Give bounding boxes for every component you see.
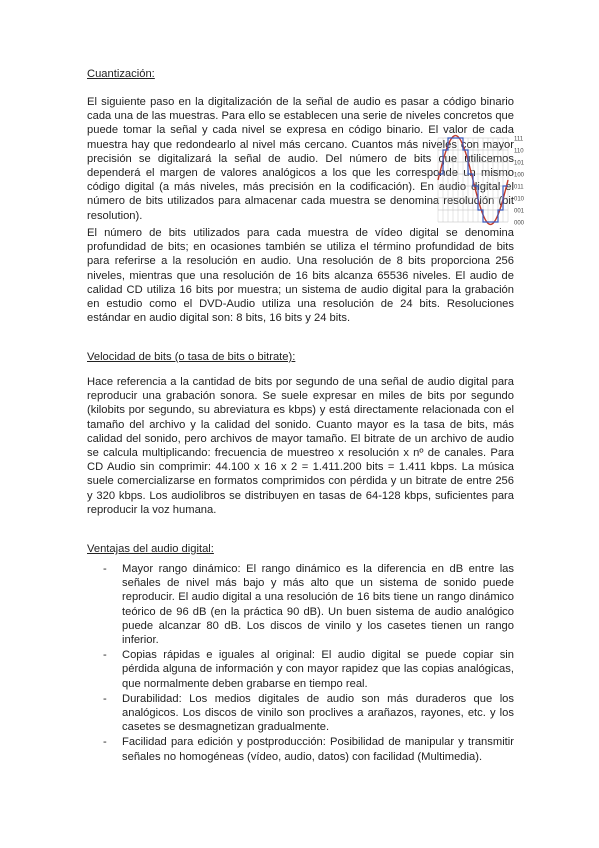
- bullet-dash: -: [103, 649, 107, 662]
- heading-ventajas: Ventajas del audio digital:: [87, 543, 214, 555]
- level-label: 001: [514, 208, 525, 215]
- list-item: [87, 562, 514, 647]
- level-label: 010: [514, 196, 525, 203]
- heading-bitrate: Velocidad de bits (o tasa de bits o bitrate):: [87, 351, 296, 363]
- level-label: 101: [514, 160, 525, 167]
- bullet-dash: -: [103, 563, 107, 575]
- paragraph-cuantizacion-2: El número de bits utilizados para cada muestra de vídeo digital se denomina profundidad de bits; en ocasiones también se utiliza el término profundidad de bits para referirse a la resolución en audio. Una resolución de 8 bits proporciona 256 niveles, mientras que una resolución de 16 bits alcanza 65536 niveles. El audio de calidad CD utiliza 16 bits por muestra; un sistema de audio digital para la grabación en estudio como el DVD-Audio utiliza una resolución de 24 bits. Resoluciones estándar en audio digital son: 8 bits, 16 bits y 24 bits.: [87, 227, 514, 325]
- list-item: [87, 735, 514, 763]
- list-item: [87, 692, 514, 735]
- list-item-text: Mayor rango dinámico: El rango dinámico es la diferencia en dB entre las señales de nivel más bajo y más alto que un sistema de sonido puede reproducir. El audio digital a una resolución de 16 bits tiene un rango dinámico teórico de 96 dB (en la práctica 90 dB). Un buen sistema de audio analógico puede alcanzar 80 dB. Los discos de vinilo y los casetes tienen un rango inferior.: [122, 563, 514, 647]
- level-label: 000: [514, 220, 525, 227]
- paragraph-cuantizacion-1-text: El siguiente paso en la digitalización de la señal de audio es pasar a código binario cada una de las muestras. Para ello se establecen una serie de niveles concretos que puede tomar la señal y cada nivel se expresa en código binario. El valor de cada muestra hay que redondearlo al nivel más cercano. Cuantos más niveles con mayor precisión se digitalizará la señal de audio. Del número de bits que utilicemos dependerá el margen de valores analógicos a los que les corresponde un mismo código digital (a más niveles, más precisión en la codificación). En audio digital el número de bits utilizados para almacenar cada muestra se denomina resolución (bit resolution).: [87, 96, 514, 222]
- ventajas-list: [87, 562, 514, 765]
- paragraph-bitrate: Hace referencia a la cantidad de bits por segundo de una señal de audio digital para reproducir una grabación sonora. Se suele expresar en miles de bits por segundo (kilobits por segundo, su abreviatura es kbps) y está directamente relacionada con el tamaño del archivo y la calidad del sonido. Cuanto mayor es la tasa de bits, más calidad del sonido, pero archivos de mayor tamaño. El bitrate de un archivo de audio se calcula multiplicando: frecuencia de muestreo x resolución x nº de canales. Para CD Audio sin comprimir: 44.100 x 16 x 2 = 1.411.200 bits = 1.411 kbps. La música suele comercializarse en formatos comprimidos con pérdida y un bitrate de entre 256 y 320 kbps. Los audiolibros se distribuyen en tasas de 64-128 kbps, suficientes para reproducir la voz humana.: [87, 376, 514, 516]
- level-labels: [514, 137, 525, 227]
- heading-cuantizacion: Cuantización:: [87, 68, 155, 80]
- list-item-text: Durabilidad: Los medios digitales de audio son más duraderos que los analógicos. Los discos de vinilo son proclives a arañazos, rayones, etc. y los casetes se desmagnetizan gradualmente.: [122, 692, 514, 734]
- bullet-dash: -: [103, 692, 107, 705]
- bullet-dash: -: [103, 736, 107, 749]
- quantization-diagram: [430, 128, 530, 233]
- list-item: [87, 648, 514, 691]
- level-label: 100: [514, 172, 525, 179]
- level-label: 110: [514, 148, 524, 155]
- level-label: 111: [514, 136, 524, 143]
- level-label: 011: [514, 184, 524, 191]
- quantization-figure: [430, 128, 530, 233]
- list-item-text: Copias rápidas e iguales al original: El audio digital se puede copiar sin pérdida alguna de información y con mayor rapidez que las copias analógicas, que normalmente deben grabarse en tiempo real.: [122, 649, 514, 690]
- list-item-text: Facilidad para edición y postproducción: Posibilidad de manipular y transmitir señales no homogéneas (vídeo, audio, datos) con facilidad (Multimedia).: [122, 736, 514, 763]
